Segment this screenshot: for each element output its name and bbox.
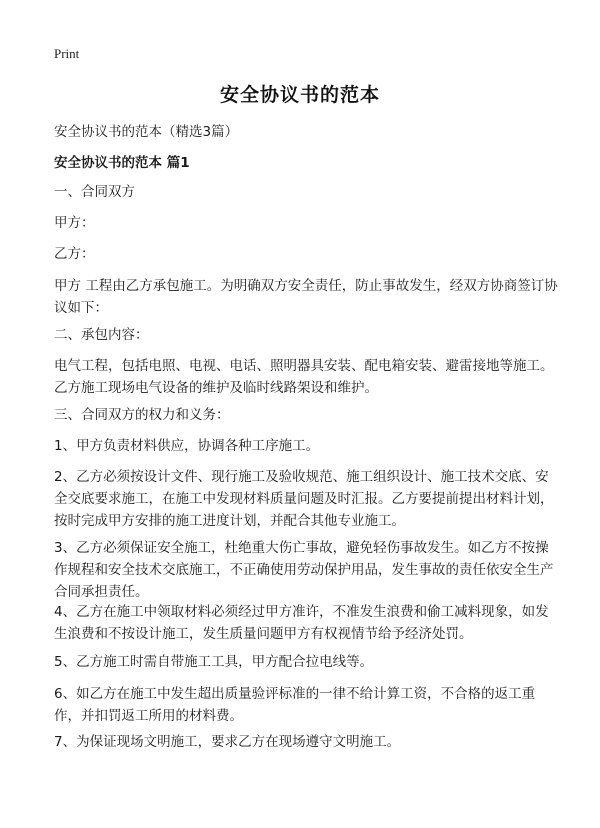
paragraph: 甲方 工程由乙方承包施工。为明确双方安全责任，防止事故发生，经双方协商签订协议如下： [54, 278, 558, 316]
paragraph: 6、如乙方在施工中发生超出质量验评标准的一律不给计算工资，不合格的返工重作，并扣罚返工所用的材料费。 [54, 686, 536, 724]
paragraph: 一、合同双方 [54, 184, 135, 200]
paragraph: 4、乙方在施工中领取材料必须经过甲方准许，不准发生浪费和偷工减料现象，如发生浪费和不按设计施工，发生质量问题甲方有权视情节给予经济处罚。 [54, 604, 549, 642]
paragraph: 3、乙方必须保证安全施工，杜绝重大伤亡事故，避免轻伤事故发生。如乙方不按操作规程和安全技术交底施工，不正确使用劳动保护用品，发生事故的责任依安全生产合同承担责任。 [54, 540, 554, 600]
paragraph: 甲方： [54, 215, 95, 231]
paragraph: 5、乙方施工时需自带施工工具，甲方配合拉电线等。 [54, 654, 374, 670]
paragraph: 二、承包内容： [54, 327, 149, 343]
document-title: 安全协议书的范本 [219, 84, 380, 106]
print-label[interactable]: Print [54, 46, 80, 61]
paragraph: 三、合同双方的权力和义务： [54, 407, 230, 423]
paragraph: 乙方： [54, 246, 95, 262]
paragraph: 2、乙方必须按设计文件、现行施工及验收规范、施工组织设计、施工技术交底、安全交底要求施工，在施工中发现材料质量问题及时汇报。乙方要提前提出材料计划，按时完成甲方安排的施工进度计划，并配合其他专业施工。 [54, 469, 554, 529]
document-subtitle: 安全协议书的范本（精选3篇） [54, 124, 239, 140]
section-heading: 安全协议书的范本 篇1 [54, 155, 190, 171]
paragraph: 电气工程，包括电照、电视、电话、照明器具安装、配电箱安装、避雷接地等施工。乙方施工现场电气设备的维护及临时线路架设和维护。 [54, 358, 554, 396]
paragraph: 1、甲方负责材料供应，协调各种工序施工。 [54, 438, 320, 454]
paragraph: 7、为保证现场文明施工，要求乙方在现场遵守文明施工。 [54, 734, 401, 750]
